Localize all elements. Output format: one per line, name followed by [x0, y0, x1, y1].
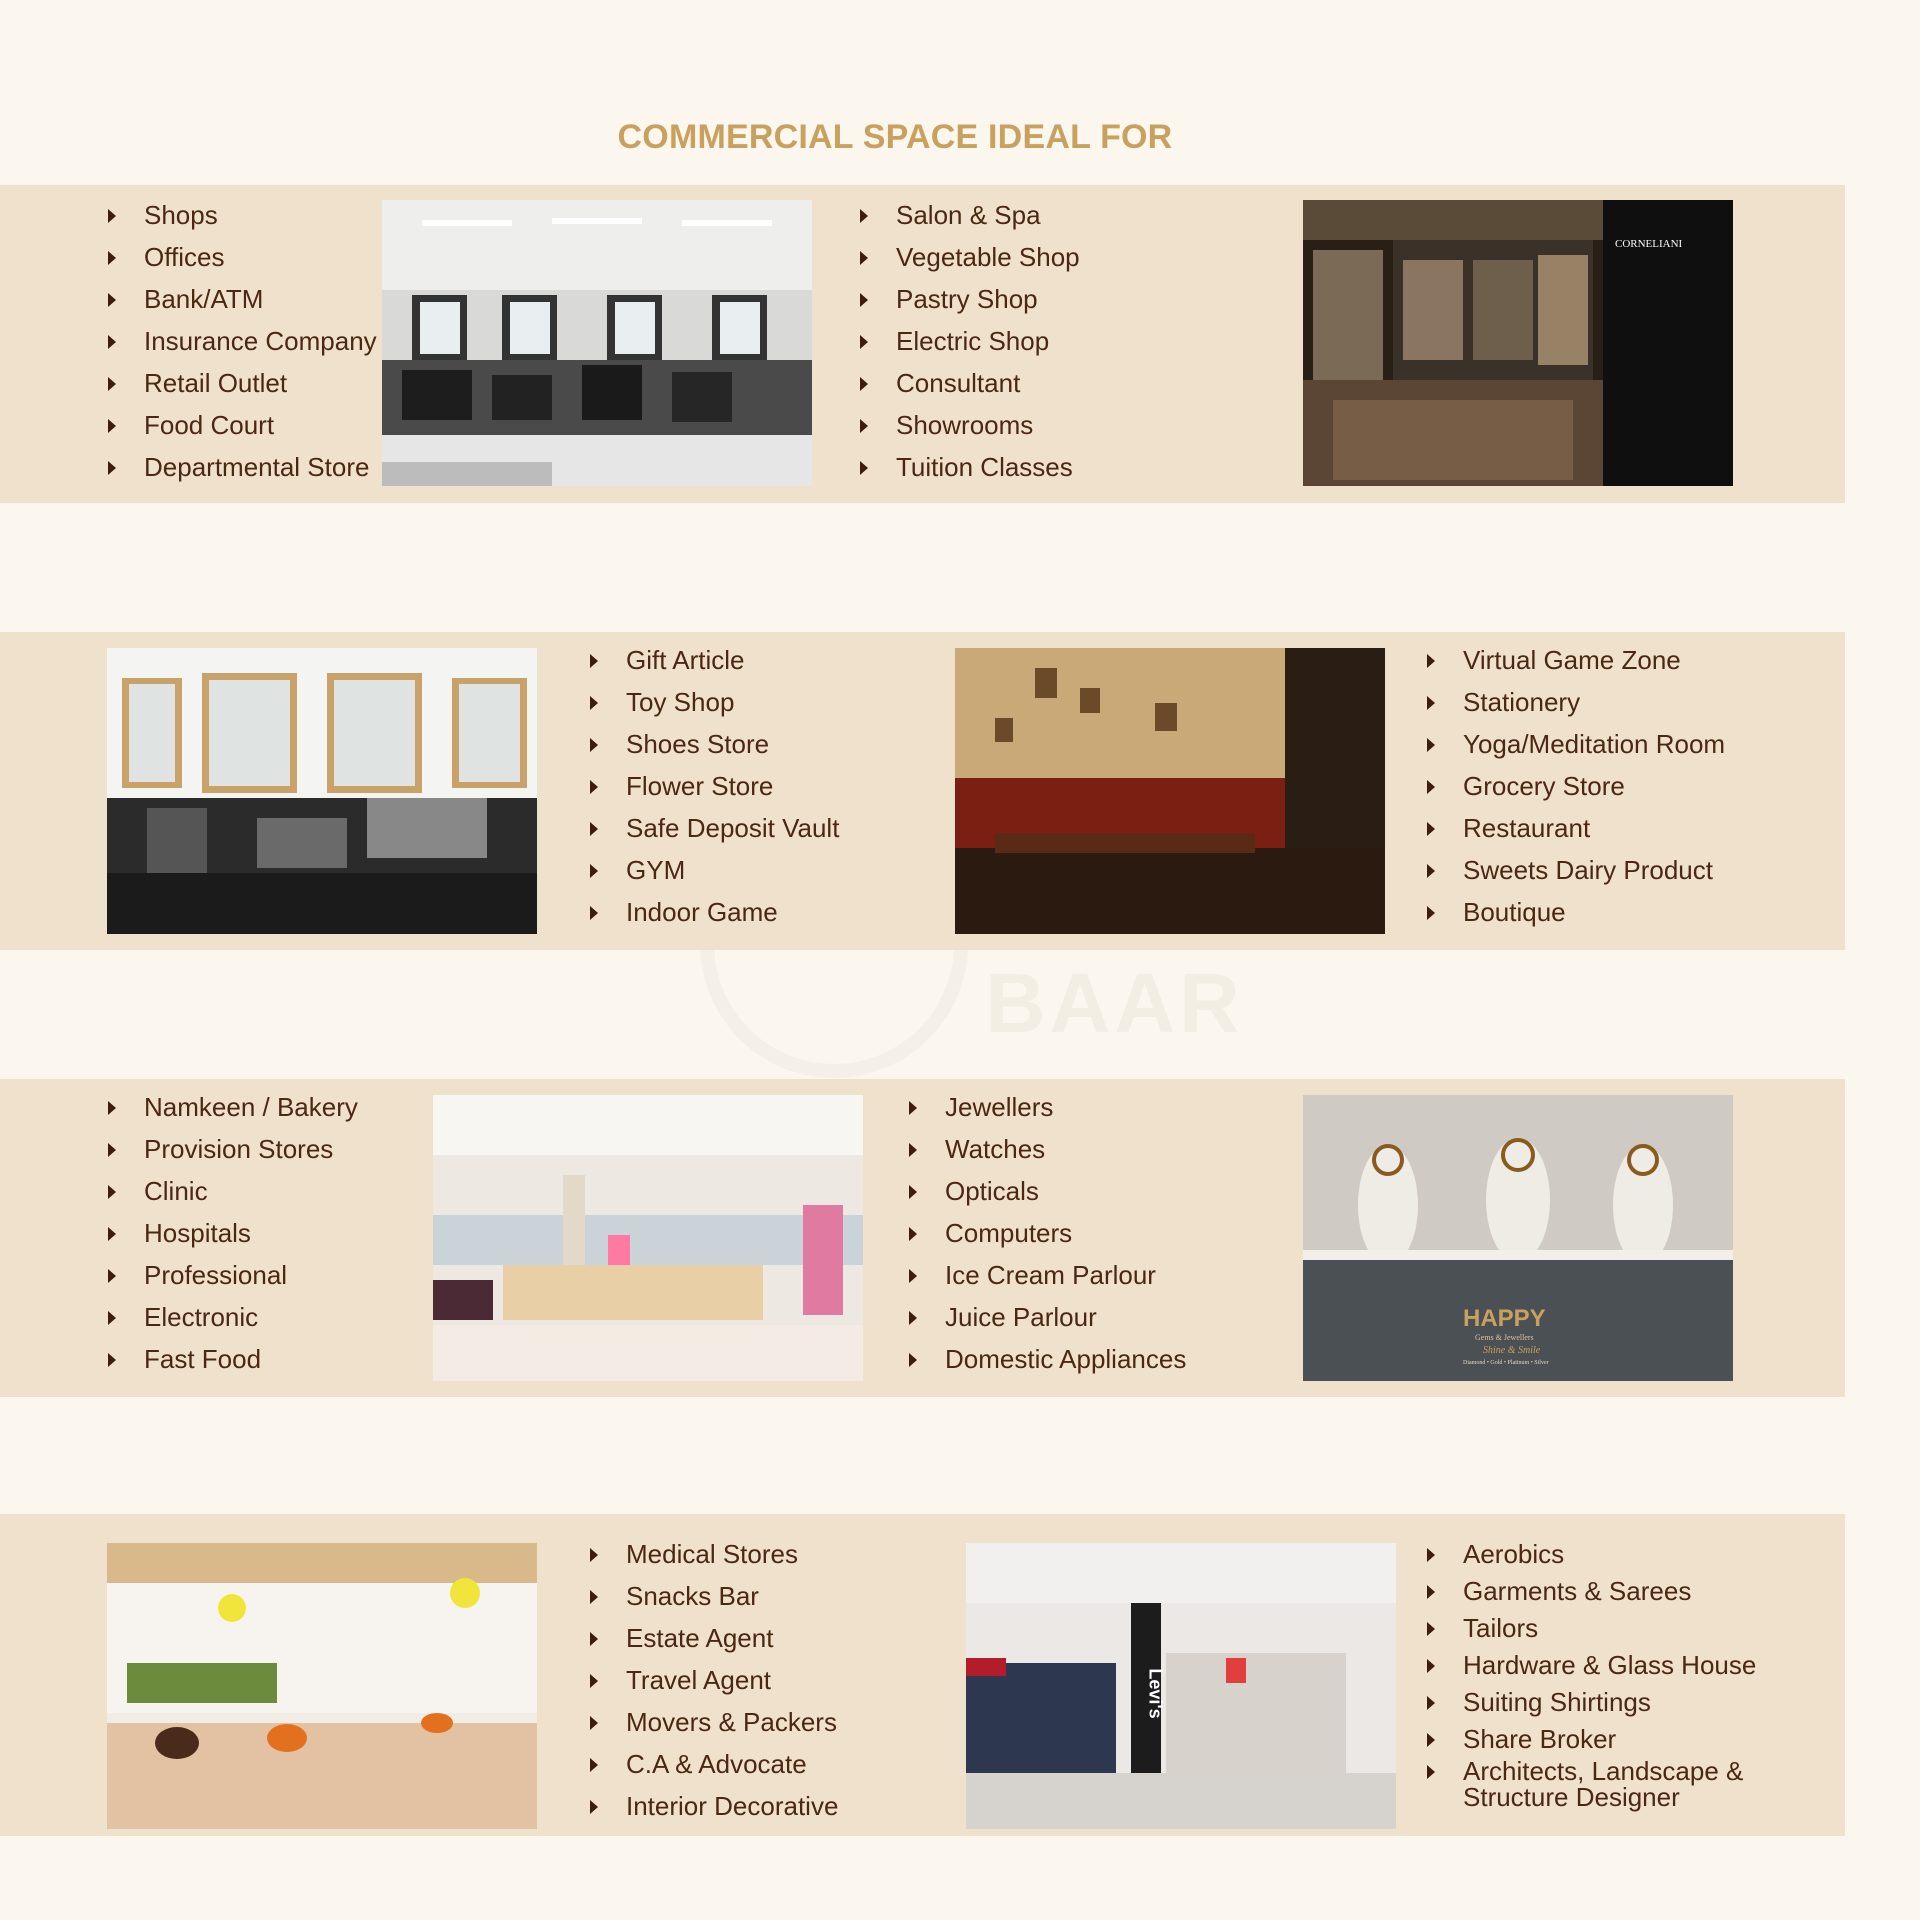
list-item — [860, 194, 1080, 236]
bullet-arrow-icon — [590, 1800, 598, 1814]
list-item-label: Suiting Shirtings — [1463, 1687, 1651, 1717]
bullet-arrow-icon — [1427, 1765, 1435, 1779]
list-item-label: Hospitals — [144, 1218, 251, 1248]
list-item — [1427, 807, 1725, 849]
list-item — [909, 1128, 1186, 1170]
bullet-arrow-icon — [1427, 1622, 1435, 1636]
list-item — [590, 1659, 838, 1701]
list-item — [1427, 765, 1725, 807]
list-item — [909, 1254, 1186, 1296]
list-item-label: Toy Shop — [626, 687, 735, 717]
list-item-label: Tailors — [1463, 1613, 1539, 1643]
bullet-arrow-icon — [1427, 822, 1435, 836]
list-item — [590, 765, 839, 807]
list-item-label: Stationery — [1463, 687, 1581, 717]
bullet-arrow-icon — [590, 738, 598, 752]
list-item — [1427, 1536, 1783, 1573]
jewellery-brand: HAPPY — [1463, 1305, 1546, 1332]
gym-photo — [107, 648, 537, 934]
list-item-label: Namkeen / Bakery — [144, 1092, 358, 1122]
list-item-label: Hardware & Glass House — [1463, 1650, 1757, 1680]
list-item — [108, 236, 377, 278]
list-item-label: Watches — [945, 1134, 1046, 1164]
list-item — [590, 1743, 838, 1785]
bullet-arrow-icon — [1427, 1696, 1435, 1710]
list-item-label: Food Court — [144, 410, 275, 440]
list-item — [590, 891, 839, 933]
bullet-arrow-icon — [108, 1185, 116, 1199]
list-item-label: Flower Store — [626, 771, 774, 801]
list-item-label: Garments & Sarees — [1463, 1576, 1692, 1606]
list-item — [1427, 1647, 1783, 1684]
list-item — [1427, 849, 1725, 891]
list-item-label: Boutique — [1463, 897, 1566, 927]
list-item — [590, 639, 839, 681]
list-item — [590, 681, 839, 723]
list-item — [108, 194, 377, 236]
list-item — [1427, 891, 1725, 933]
list-item-label: Professional — [144, 1260, 288, 1290]
list-item — [108, 1212, 358, 1254]
list-item — [108, 446, 377, 488]
restaurant-photo — [955, 648, 1385, 934]
bullet-arrow-icon — [1427, 906, 1435, 920]
list-item — [1427, 1573, 1783, 1610]
bullet-arrow-icon — [590, 654, 598, 668]
bullet-arrow-icon — [108, 335, 116, 349]
bullet-arrow-icon — [108, 1311, 116, 1325]
list-item — [590, 723, 839, 765]
list-item — [860, 446, 1080, 488]
use-list-r4c2 — [1427, 1536, 1783, 1810]
list-item-label: Provision Stores — [144, 1134, 334, 1164]
list-item-label: Share Broker — [1463, 1724, 1617, 1754]
jewellery-tag: Shine & Smile — [1483, 1345, 1541, 1356]
list-item — [108, 320, 377, 362]
bullet-arrow-icon — [909, 1101, 917, 1115]
jewellery-sub: Gems & Jewellers — [1475, 1333, 1534, 1342]
use-list-r1c1 — [108, 194, 377, 488]
list-item-label: Architects, Landscape & Structure Designer — [1463, 1756, 1744, 1812]
bullet-arrow-icon — [590, 780, 598, 794]
bullet-arrow-icon — [860, 461, 868, 475]
list-item-label: Yoga/Meditation Room — [1463, 729, 1726, 759]
office-interior-photo — [382, 200, 812, 486]
list-item-label: Gift Article — [626, 645, 745, 675]
list-item — [1427, 639, 1725, 681]
bullet-arrow-icon — [108, 1143, 116, 1157]
list-item-label: Restaurant — [1463, 813, 1591, 843]
list-item-label: Juice Parlour — [945, 1302, 1097, 1332]
bullet-arrow-icon — [108, 377, 116, 391]
list-item-label: Snacks Bar — [626, 1581, 759, 1611]
list-item — [590, 807, 839, 849]
list-item — [108, 1296, 358, 1338]
list-item — [1427, 681, 1725, 723]
list-item-label: Salon & Spa — [896, 200, 1041, 230]
bullet-arrow-icon — [1427, 1659, 1435, 1673]
list-item — [909, 1170, 1186, 1212]
list-item — [860, 404, 1080, 446]
bullet-arrow-icon — [590, 1590, 598, 1604]
bullet-arrow-icon — [1427, 1585, 1435, 1599]
list-item — [909, 1086, 1186, 1128]
bullet-arrow-icon — [860, 377, 868, 391]
watermark-text: BAAR — [985, 956, 1244, 1050]
list-item-label: Ice Cream Parlour — [945, 1260, 1156, 1290]
use-list-r2c2 — [1427, 639, 1725, 933]
bullet-arrow-icon — [1427, 1548, 1435, 1562]
list-item-label: Shops — [144, 200, 218, 230]
list-item-label: Computers — [945, 1218, 1073, 1248]
list-item-label: Tuition Classes — [896, 452, 1073, 482]
list-item — [108, 1338, 358, 1380]
bullet-arrow-icon — [590, 1632, 598, 1646]
list-item-label: Insurance Company — [144, 326, 377, 356]
list-item — [108, 362, 377, 404]
bullet-arrow-icon — [590, 1674, 598, 1688]
use-list-r1c2 — [860, 194, 1080, 488]
list-item — [860, 278, 1080, 320]
bullet-arrow-icon — [860, 419, 868, 433]
cafe-interior-photo — [107, 1543, 537, 1829]
list-item — [108, 1128, 358, 1170]
list-item-label: Electric Shop — [896, 326, 1050, 356]
list-item — [909, 1296, 1186, 1338]
list-item — [590, 1701, 838, 1743]
bullet-arrow-icon — [860, 293, 868, 307]
bullet-arrow-icon — [909, 1227, 917, 1241]
list-item-label: Estate Agent — [626, 1623, 774, 1653]
bullet-arrow-icon — [1427, 1733, 1435, 1747]
list-item-label: Interior Decorative — [626, 1791, 839, 1821]
list-item-label: Showrooms — [896, 410, 1034, 440]
list-item — [1427, 1610, 1783, 1647]
page-title: COMMERCIAL SPACE IDEAL FOR — [617, 118, 1173, 156]
bullet-arrow-icon — [108, 1227, 116, 1241]
list-item-label: Safe Deposit Vault — [626, 813, 840, 843]
bullet-arrow-icon — [1427, 864, 1435, 878]
bullet-arrow-icon — [909, 1311, 917, 1325]
bullet-arrow-icon — [590, 906, 598, 920]
bullet-arrow-icon — [1427, 780, 1435, 794]
bullet-arrow-icon — [108, 1269, 116, 1283]
list-item-label: Fast Food — [144, 1344, 262, 1374]
list-item-label: Domestic Appliances — [945, 1344, 1187, 1374]
bullet-arrow-icon — [909, 1185, 917, 1199]
list-item — [590, 1785, 838, 1827]
list-item-label: Movers & Packers — [626, 1707, 837, 1737]
list-item — [590, 849, 839, 891]
bullet-arrow-icon — [108, 251, 116, 265]
use-list-r2c1 — [590, 639, 839, 933]
use-list-r3c1 — [108, 1086, 358, 1380]
list-item-label: Travel Agent — [626, 1665, 772, 1695]
bullet-arrow-icon — [590, 822, 598, 836]
list-item-label: Indoor Game — [626, 897, 778, 927]
list-item — [860, 362, 1080, 404]
bullet-arrow-icon — [108, 293, 116, 307]
list-item — [590, 1533, 838, 1575]
list-item — [909, 1212, 1186, 1254]
list-item — [1427, 1721, 1783, 1758]
list-item-label: Aerobics — [1463, 1539, 1565, 1569]
list-item-label: Clinic — [144, 1176, 208, 1206]
bullet-arrow-icon — [909, 1353, 917, 1367]
bullet-arrow-icon — [860, 335, 868, 349]
bullet-arrow-icon — [108, 1101, 116, 1115]
bullet-arrow-icon — [590, 864, 598, 878]
list-item-label: Consultant — [896, 368, 1021, 398]
list-item — [1427, 1684, 1783, 1721]
list-item-label: Opticals — [945, 1176, 1039, 1206]
list-item-label: Shoes Store — [626, 729, 770, 759]
bullet-arrow-icon — [108, 419, 116, 433]
list-item — [860, 320, 1080, 362]
bullet-arrow-icon — [1427, 696, 1435, 710]
list-item — [590, 1617, 838, 1659]
list-item — [108, 1254, 358, 1296]
bullet-arrow-icon — [1427, 738, 1435, 752]
list-item — [909, 1338, 1186, 1380]
bullet-arrow-icon — [108, 209, 116, 223]
bullet-arrow-icon — [108, 461, 116, 475]
list-item-label: C.A & Advocate — [626, 1749, 807, 1779]
list-item — [860, 236, 1080, 278]
clothing-showroom-photo — [1303, 200, 1733, 486]
use-list-r4c1 — [590, 1533, 838, 1827]
list-item — [108, 1170, 358, 1212]
list-item-label: Departmental Store — [144, 452, 370, 482]
hospital-lobby-photo — [433, 1095, 863, 1381]
bullet-arrow-icon — [108, 1353, 116, 1367]
list-item-label: Jewellers — [945, 1092, 1054, 1122]
list-item-label: Bank/ATM — [144, 284, 264, 314]
list-item-label: Offices — [144, 242, 225, 272]
bullet-arrow-icon — [590, 1548, 598, 1562]
list-item-label: Medical Stores — [626, 1539, 798, 1569]
bullet-arrow-icon — [1427, 654, 1435, 668]
list-item — [108, 404, 377, 446]
bullet-arrow-icon — [590, 696, 598, 710]
list-item — [1427, 1758, 1783, 1810]
list-item — [108, 1086, 358, 1128]
list-item — [1427, 723, 1725, 765]
bullet-arrow-icon — [590, 1758, 598, 1772]
bullet-arrow-icon — [590, 1716, 598, 1730]
list-item-label: GYM — [626, 855, 686, 885]
bullet-arrow-icon — [909, 1143, 917, 1157]
showroom-sign: CORNELIANI — [1615, 238, 1683, 250]
bullet-arrow-icon — [909, 1269, 917, 1283]
mall-sign: Levi's — [1145, 1668, 1166, 1719]
list-item — [590, 1575, 838, 1617]
mall-store-photo — [966, 1543, 1396, 1829]
list-item-label: Pastry Shop — [896, 284, 1038, 314]
jewellery-line: Diamond • Gold • Platinum • Silver — [1463, 1360, 1549, 1366]
list-item — [108, 278, 377, 320]
list-item-label: Electronic — [144, 1302, 259, 1332]
jewellery-display-photo — [1303, 1095, 1733, 1381]
list-item-label: Grocery Store — [1463, 771, 1625, 801]
bullet-arrow-icon — [860, 209, 868, 223]
bullet-arrow-icon — [860, 251, 868, 265]
list-item-label: Virtual Game Zone — [1463, 645, 1681, 675]
use-list-r3c2 — [909, 1086, 1186, 1380]
list-item-label: Sweets Dairy Product — [1463, 855, 1713, 885]
list-item-label: Vegetable Shop — [896, 242, 1080, 272]
list-item-label: Retail Outlet — [144, 368, 288, 398]
